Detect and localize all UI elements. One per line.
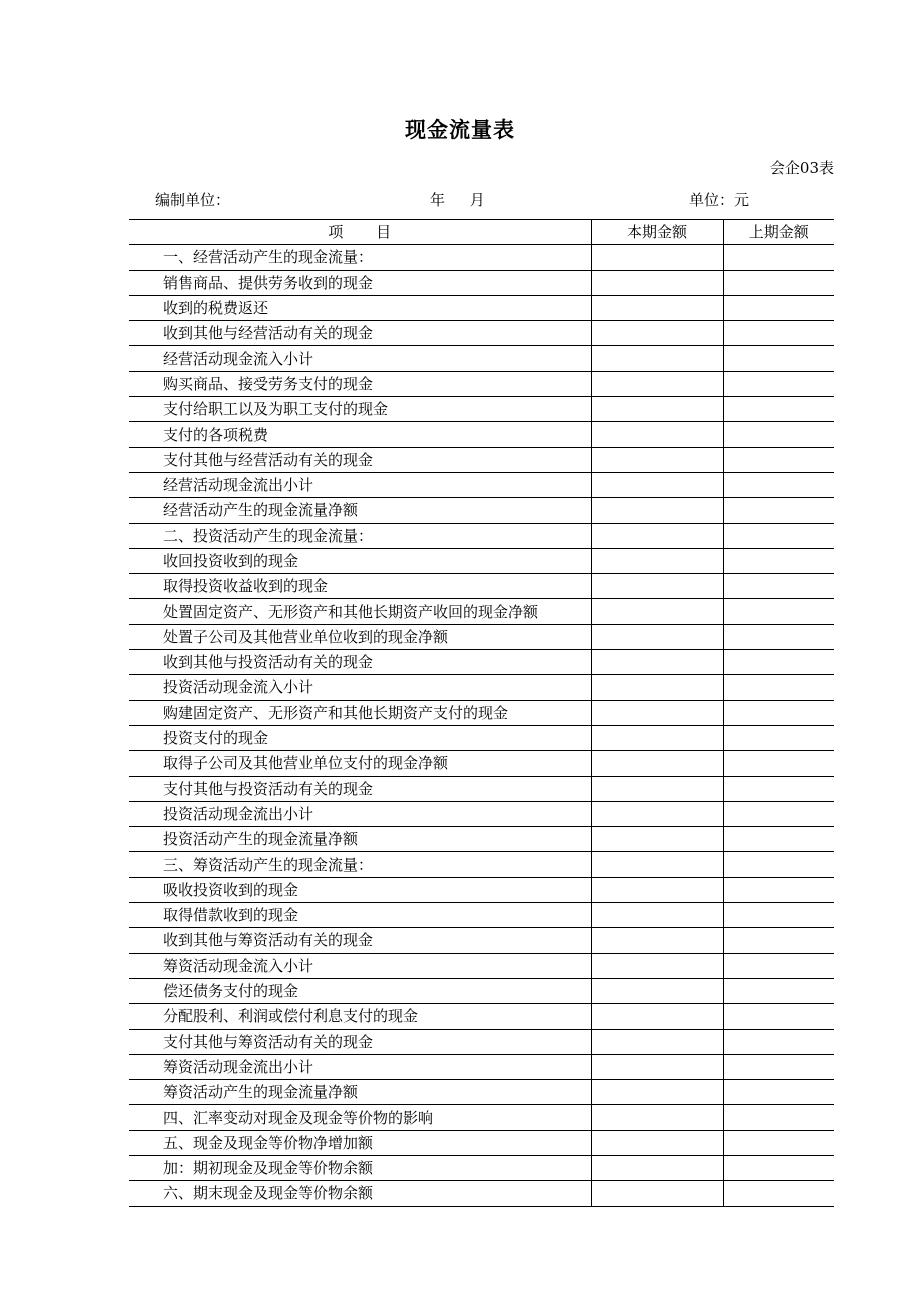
period-label: 年 月 (430, 191, 485, 209)
row-previous-amount-cell (723, 776, 834, 801)
row-current-amount-cell (591, 270, 723, 295)
row-current-amount-cell (591, 953, 723, 978)
row-previous-amount-cell (723, 447, 834, 472)
table-row (129, 270, 834, 295)
row-item-label: 处置固定资产、无形资产和其他长期资产收回的现金净额 (129, 599, 591, 624)
header-item-label: 项 目 (328, 223, 392, 242)
table-row (129, 700, 834, 725)
header-current-amount: 本期金额 (591, 220, 723, 245)
header-item (129, 220, 591, 245)
row-previous-amount-cell (723, 1054, 834, 1079)
row-item-label: 收到其他与经营活动有关的现金 (129, 321, 591, 346)
document-title: 现金流量表 (405, 118, 515, 142)
table-row (129, 371, 834, 396)
row-previous-amount-cell (723, 1105, 834, 1130)
row-previous-amount-cell (723, 1181, 834, 1206)
row-item-label: 经营活动产生的现金流量净额 (129, 498, 591, 523)
row-previous-amount-cell (723, 978, 834, 1003)
table-row (129, 346, 834, 371)
table-row (129, 953, 834, 978)
row-item-label: 收到其他与筹资活动有关的现金 (129, 928, 591, 953)
row-item-label: 三、筹资活动产生的现金流量： (129, 852, 591, 877)
row-current-amount-cell (591, 978, 723, 1003)
row-item-label: 六、期末现金及现金等价物余额 (129, 1181, 591, 1206)
table-row (129, 321, 834, 346)
table-row (129, 1054, 834, 1079)
row-item-label: 筹资活动现金流出小计 (129, 1054, 591, 1079)
row-item-label: 购买商品、接受劳务支付的现金 (129, 371, 591, 396)
row-previous-amount-cell (723, 523, 834, 548)
row-current-amount-cell (591, 599, 723, 624)
currency-unit-label: 单位：元 (689, 191, 750, 209)
row-previous-amount-cell (723, 700, 834, 725)
row-item-label: 投资活动现金流出小计 (129, 801, 591, 826)
row-item-label: 筹资活动现金流入小计 (129, 953, 591, 978)
table-row (129, 422, 834, 447)
row-previous-amount-cell (723, 801, 834, 826)
row-previous-amount-cell (723, 245, 834, 270)
table-row (129, 725, 834, 750)
table-row (129, 675, 834, 700)
table-row (129, 751, 834, 776)
row-previous-amount-cell (723, 371, 834, 396)
table-row (129, 574, 834, 599)
table-row (129, 624, 834, 649)
row-item-label: 经营活动现金流入小计 (129, 346, 591, 371)
row-current-amount-cell (591, 1054, 723, 1079)
table-row (129, 650, 834, 675)
row-current-amount-cell (591, 928, 723, 953)
row-item-label: 二、投资活动产生的现金流量： (129, 523, 591, 548)
table-row (129, 877, 834, 902)
row-previous-amount-cell (723, 1004, 834, 1029)
row-previous-amount-cell (723, 1080, 834, 1105)
table-row (129, 1029, 834, 1054)
row-item-label: 支付的各项税费 (129, 422, 591, 447)
row-previous-amount-cell (723, 270, 834, 295)
table-row (129, 776, 834, 801)
row-previous-amount-cell (723, 397, 834, 422)
row-previous-amount-cell (723, 548, 834, 573)
row-current-amount-cell (591, 1155, 723, 1180)
table-row (129, 245, 834, 270)
table-row (129, 295, 834, 320)
row-current-amount-cell (591, 295, 723, 320)
row-item-label: 投资活动现金流入小计 (129, 675, 591, 700)
row-previous-amount-cell (723, 1155, 834, 1180)
row-current-amount-cell (591, 1130, 723, 1155)
row-item-label: 四、汇率变动对现金及现金等价物的影响 (129, 1105, 591, 1130)
row-item-label: 投资活动产生的现金流量净额 (129, 827, 591, 852)
table-row (129, 599, 834, 624)
row-previous-amount-cell (723, 321, 834, 346)
row-item-label: 支付其他与投资活动有关的现金 (129, 776, 591, 801)
row-previous-amount-cell (723, 877, 834, 902)
row-item-label: 加：期初现金及现金等价物余额 (129, 1155, 591, 1180)
row-current-amount-cell (591, 827, 723, 852)
row-current-amount-cell (591, 852, 723, 877)
row-current-amount-cell (591, 1080, 723, 1105)
table-row (129, 1080, 834, 1105)
row-previous-amount-cell (723, 422, 834, 447)
table-row (129, 801, 834, 826)
row-current-amount-cell (591, 725, 723, 750)
row-previous-amount-cell (723, 624, 834, 649)
table-row (129, 903, 834, 928)
table-row (129, 472, 834, 497)
cash-flow-table (129, 219, 834, 1207)
row-current-amount-cell (591, 245, 723, 270)
table-row (129, 1155, 834, 1180)
row-previous-amount-cell (723, 852, 834, 877)
row-item-label: 购建固定资产、无形资产和其他长期资产支付的现金 (129, 700, 591, 725)
row-previous-amount-cell (723, 675, 834, 700)
row-previous-amount-cell (723, 903, 834, 928)
row-previous-amount-cell (723, 1029, 834, 1054)
row-current-amount-cell (591, 1105, 723, 1130)
row-current-amount-cell (591, 422, 723, 447)
row-current-amount-cell (591, 801, 723, 826)
row-item-label: 取得借款收到的现金 (129, 903, 591, 928)
row-item-label: 一、经营活动产生的现金流量： (129, 245, 591, 270)
row-previous-amount-cell (723, 725, 834, 750)
row-current-amount-cell (591, 1029, 723, 1054)
row-previous-amount-cell (723, 346, 834, 371)
table-row (129, 1181, 834, 1206)
row-previous-amount-cell (723, 472, 834, 497)
row-current-amount-cell (591, 1004, 723, 1029)
table-row (129, 1004, 834, 1029)
row-previous-amount-cell (723, 599, 834, 624)
row-current-amount-cell (591, 903, 723, 928)
row-previous-amount-cell (723, 751, 834, 776)
row-current-amount-cell (591, 574, 723, 599)
row-item-label: 分配股利、利润或偿付利息支付的现金 (129, 1004, 591, 1029)
preparing-unit-label: 编制单位： (155, 191, 231, 209)
row-current-amount-cell (591, 321, 723, 346)
table-row (129, 1130, 834, 1155)
row-item-label: 收回投资收到的现金 (129, 548, 591, 573)
table-row (129, 397, 834, 422)
table-row (129, 827, 834, 852)
table-body (129, 245, 834, 1206)
row-current-amount-cell (591, 548, 723, 573)
row-current-amount-cell (591, 751, 723, 776)
row-current-amount-cell (591, 776, 723, 801)
row-current-amount-cell (591, 650, 723, 675)
row-item-label: 筹资活动产生的现金流量净额 (129, 1080, 591, 1105)
row-item-label: 收到的税费返还 (129, 295, 591, 320)
table-row (129, 447, 834, 472)
row-item-label: 取得子公司及其他营业单位支付的现金净额 (129, 751, 591, 776)
row-item-label: 五、现金及现金等价物净增加额 (129, 1130, 591, 1155)
row-previous-amount-cell (723, 953, 834, 978)
row-item-label: 支付给职工以及为职工支付的现金 (129, 397, 591, 422)
table-row (129, 498, 834, 523)
row-item-label: 销售商品、提供劳务收到的现金 (129, 270, 591, 295)
row-item-label: 支付其他与筹资活动有关的现金 (129, 1029, 591, 1054)
table-row (129, 548, 834, 573)
row-previous-amount-cell (723, 1130, 834, 1155)
table-row (129, 852, 834, 877)
form-code: 会企03表 (769, 159, 834, 177)
row-current-amount-cell (591, 447, 723, 472)
table-header-row (129, 220, 834, 245)
row-previous-amount-cell (723, 827, 834, 852)
row-current-amount-cell (591, 675, 723, 700)
row-previous-amount-cell (723, 498, 834, 523)
row-previous-amount-cell (723, 574, 834, 599)
row-item-label: 收到其他与投资活动有关的现金 (129, 650, 591, 675)
row-current-amount-cell (591, 877, 723, 902)
row-item-label: 吸收投资收到的现金 (129, 877, 591, 902)
table-row (129, 978, 834, 1003)
row-previous-amount-cell (723, 295, 834, 320)
row-previous-amount-cell (723, 928, 834, 953)
row-current-amount-cell (591, 1181, 723, 1206)
row-current-amount-cell (591, 624, 723, 649)
row-item-label: 经营活动现金流出小计 (129, 472, 591, 497)
row-current-amount-cell (591, 498, 723, 523)
row-item-label: 取得投资收益收到的现金 (129, 574, 591, 599)
table-row (129, 1105, 834, 1130)
row-current-amount-cell (591, 371, 723, 396)
row-item-label: 偿还债务支付的现金 (129, 978, 591, 1003)
table-row (129, 523, 834, 548)
header-previous-amount: 上期金额 (723, 220, 834, 245)
row-previous-amount-cell (723, 650, 834, 675)
row-current-amount-cell (591, 472, 723, 497)
row-current-amount-cell (591, 397, 723, 422)
row-item-label: 投资支付的现金 (129, 725, 591, 750)
row-item-label: 处置子公司及其他营业单位收到的现金净额 (129, 624, 591, 649)
row-current-amount-cell (591, 700, 723, 725)
row-item-label: 支付其他与经营活动有关的现金 (129, 447, 591, 472)
table-row (129, 928, 834, 953)
row-current-amount-cell (591, 523, 723, 548)
row-current-amount-cell (591, 346, 723, 371)
